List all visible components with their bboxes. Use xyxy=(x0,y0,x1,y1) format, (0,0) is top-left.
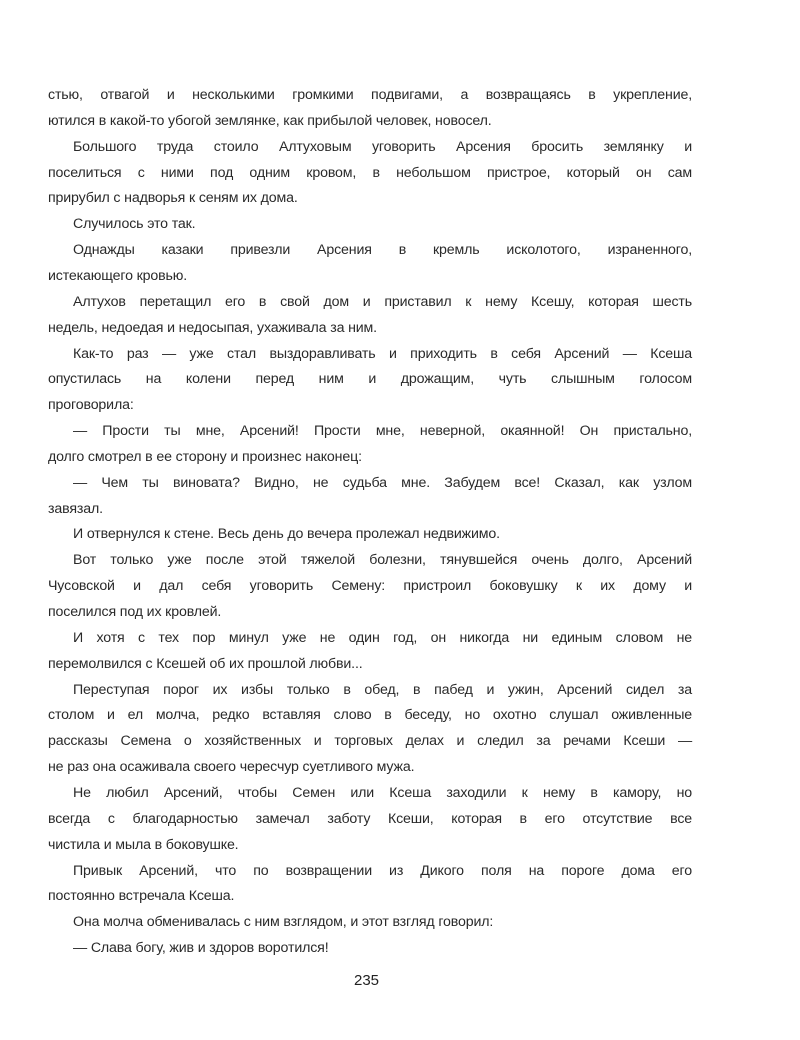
text-line: опустилась на колени перед ним и дрожащим, чуть слышным голосом xyxy=(48,371,692,388)
text-line: Как-то раз — уже стал выздоравливать и приходить в себя Арсений — Ксеша xyxy=(73,345,692,362)
text-line: Однажды казаки привезли Арсения в кремль исколотого, израненного, xyxy=(73,242,692,259)
text-line: перемолвился с Ксешей об их прошлой любви... xyxy=(48,655,363,672)
text-line: завязал. xyxy=(48,500,103,517)
text-line: Привык Арсений, что по возвращении из Дикого поля на пороге дома его xyxy=(73,862,692,879)
text-line: поселиться с ними под одним кровом, в небольшом пристрое, который он сам xyxy=(48,164,692,181)
text-line: проговорила: xyxy=(48,397,134,414)
text-line: рассказы Семена о хозяйственных и торговых делах и следил за речами Ксеши — xyxy=(48,733,692,750)
text-line: Случилось это так. xyxy=(73,216,196,233)
text-line: столом и ел молча, редко вставляя слово в беседу, но охотно слушал оживленные xyxy=(48,707,692,724)
text-line: поселился под их кровлей. xyxy=(48,604,222,620)
text-line: И отвернулся к стене. Весь день до вечера пролежал недвижимо. xyxy=(73,526,500,543)
page-number: 235 xyxy=(354,972,380,989)
text-line: Алтухов перетащил его в свой дом и приставил к нему Ксешу, которая шесть xyxy=(73,293,692,310)
text-line: Она молча обменивалась с ним взглядом, и этот взгляд говорил: xyxy=(73,914,494,931)
text-line: недель, недоедая и недосыпая, ухаживала за ним. xyxy=(48,319,377,336)
text-line: чистила и мыла в боковушке. xyxy=(48,836,239,853)
text-line: не раз она осаживала своего чересчур суетливого мужа. xyxy=(48,759,415,776)
text-line: Не любил Арсений, чтобы Семен или Ксеша заходили к нему в камору, но xyxy=(73,784,692,801)
text-line: — Прости ты мне, Арсений! Прости мне, неверной, окаянной! Он пристально, xyxy=(73,423,692,440)
text-line: — Слава богу, жив и здоров воротился! xyxy=(73,940,329,957)
text-line: Переступая порог их избы только в обед, в пабед и ужин, Арсений сидел за xyxy=(73,681,692,698)
text-line: — Чем ты виновата? Видно, не судьба мне. Забудем все! Сказал, как узлом xyxy=(73,474,692,491)
text-line: всегда с благодарностью замечал заботу Ксеши, которая в его отсутствие все xyxy=(48,810,692,827)
text-line: стью, отвагой и несколькими громкими подвигами, а возвращаясь в укрепление, xyxy=(48,87,692,103)
text-line: истекающего кровью. xyxy=(48,267,188,284)
text-line: прирубил с надворья к сеням их дома. xyxy=(48,190,298,207)
text-line: Чусовской и дал себя уговорить Семену: пристроил боковушку к их дому и xyxy=(48,578,692,595)
text-line: Вот только уже после этой тяжелой болезни, тянувшейся очень долго, Арсений xyxy=(73,552,692,569)
text-line: долго смотрел в ее сторону и произнес наконец: xyxy=(48,448,362,465)
text-line: постоянно встречала Ксеша. xyxy=(48,888,235,905)
text-line: ютился в какой-то убогой землянке, как прибылой человек, новосел. xyxy=(48,112,492,129)
text-line: Большого труда стоило Алтуховым уговорить Арсения бросить землянку и xyxy=(73,138,692,155)
text-line: И хотя с тех пор минул уже не один год, он никогда ни единым словом не xyxy=(73,629,692,646)
